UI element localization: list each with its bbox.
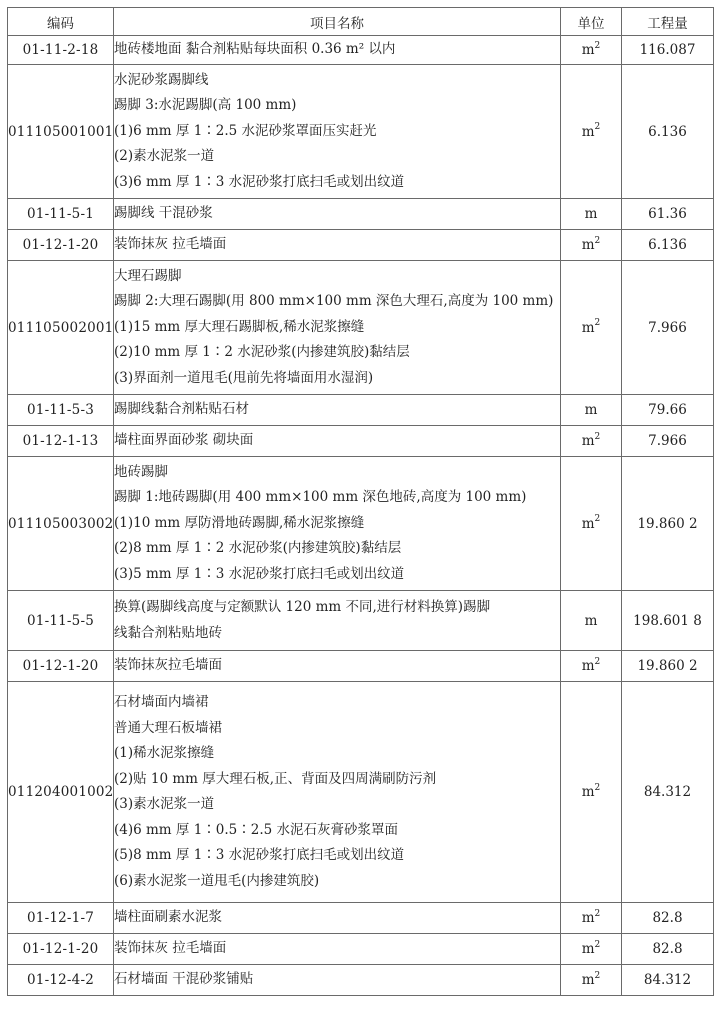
header-unit: 单位 <box>561 8 622 36</box>
item-name <box>114 591 561 651</box>
item-name-line: 换算(踢脚线高度与定额默认 120 mm 不同,进行材料换算)踢脚 <box>114 599 491 615</box>
item-unit <box>561 261 622 395</box>
item-name-line: 装饰抹灰 拉毛墙面 <box>114 236 227 253</box>
item-name-line: (1)稀水泥浆擦缝 <box>114 745 215 761</box>
item-name-line: (3)6 mm 厚 1∶3 水泥砂浆打底扫毛或划出纹道 <box>114 173 405 190</box>
item-unit <box>561 36 622 65</box>
item-quantity: 7.966 <box>622 261 714 395</box>
item-code: 01-12-1-20 <box>8 230 114 261</box>
item-name <box>114 65 561 199</box>
unit-base: m <box>581 42 595 58</box>
item-name-line: 地砖楼地面 黏合剂粘贴每块面积 0.36 m² 以内 <box>114 41 396 58</box>
item-name-line: 墙柱面界面砂浆 砌块面 <box>114 432 254 449</box>
unit-superscript: 2 <box>594 40 601 51</box>
unit-base: m <box>584 612 598 629</box>
item-name <box>114 457 561 591</box>
item-name <box>114 230 561 261</box>
item-quantity: 79.66 <box>622 395 714 426</box>
item-name <box>114 965 561 996</box>
item-unit <box>561 395 622 426</box>
item-name <box>114 651 561 682</box>
item-code: 01-11-5-5 <box>8 591 114 651</box>
unit-base: m <box>581 237 595 253</box>
unit-base: m <box>584 206 598 222</box>
item-quantity: 84.312 <box>622 682 714 903</box>
item-quantity: 19.860 2 <box>622 457 714 591</box>
item-code: 01-12-1-7 <box>8 903 114 934</box>
quantity-table <box>7 7 714 996</box>
item-name-line: (2)8 mm 厚 1∶2 水泥砂浆(内掺建筑胶)黏结层 <box>114 540 402 557</box>
table-row <box>8 36 714 65</box>
unit-superscript: 2 <box>594 235 601 246</box>
unit-base: m <box>581 319 595 336</box>
unit-superscript: 2 <box>594 908 601 919</box>
item-name-line: 踢脚线黏合剂粘贴石材 <box>114 401 249 418</box>
item-unit <box>561 651 622 682</box>
item-name <box>114 426 561 457</box>
item-code: 01-11-5-3 <box>8 395 114 426</box>
item-code: 01-12-1-13 <box>8 426 114 457</box>
unit-base: m <box>581 941 595 957</box>
unit-superscript: 2 <box>594 970 601 981</box>
item-name-line: (2)10 mm 厚 1∶2 水泥砂浆(内掺建筑胶)黏结层 <box>114 344 410 361</box>
table-row <box>8 199 714 230</box>
item-unit <box>561 903 622 934</box>
item-code: 011105002001 <box>8 261 114 395</box>
item-unit <box>561 682 622 903</box>
item-code: 01-11-5-1 <box>8 199 114 230</box>
table-row <box>8 903 714 934</box>
item-quantity: 6.136 <box>622 65 714 199</box>
item-name-line: 普通大理石板墙裙 <box>114 719 222 736</box>
item-unit <box>561 934 622 965</box>
item-quantity: 7.966 <box>622 426 714 457</box>
item-quantity: 6.136 <box>622 230 714 261</box>
item-name-line: 地砖踢脚 <box>114 463 168 480</box>
unit-base: m <box>581 910 595 926</box>
item-name-line: 墙柱面刷素水泥浆 <box>114 909 222 926</box>
item-name-line: (2)素水泥浆一道 <box>114 148 215 165</box>
unit-base: m <box>581 515 595 532</box>
unit-base: m <box>584 402 598 418</box>
item-name <box>114 199 561 230</box>
item-quantity: 82.8 <box>622 903 714 934</box>
item-name <box>114 682 561 903</box>
item-quantity: 116.087 <box>622 36 714 65</box>
item-code: 01-12-1-20 <box>8 934 114 965</box>
item-name <box>114 934 561 965</box>
table-row <box>8 395 714 426</box>
table-row <box>8 65 714 199</box>
table-row <box>8 457 714 591</box>
item-quantity: 84.312 <box>622 965 714 996</box>
item-unit <box>561 457 622 591</box>
table-row <box>8 591 714 651</box>
unit-superscript: 2 <box>594 656 601 667</box>
item-name-line: 踢脚 1:地砖踢脚(用 400 mm×100 mm 深色地砖,高度为 100 mm) <box>114 489 527 506</box>
item-name-line: (1)15 mm 厚大理石踢脚板,稀水泥浆擦缝 <box>114 318 365 335</box>
item-quantity: 198.601 8 <box>622 591 714 651</box>
item-unit <box>561 426 622 457</box>
item-name-line: 大理石踢脚 <box>114 267 182 284</box>
item-name-line: (1)6 mm 厚 1∶2.5 水泥砂浆罩面压实赶光 <box>114 122 377 139</box>
item-name-line: (2)贴 10 mm 厚大理石板,正、背面及四周满刷防污剂 <box>114 770 437 787</box>
unit-base: m <box>581 433 595 449</box>
item-unit <box>561 230 622 261</box>
unit-superscript: 2 <box>594 939 601 950</box>
item-unit <box>561 65 622 199</box>
unit-superscript: 2 <box>594 318 601 328</box>
table-row <box>8 934 714 965</box>
item-name-line: 石材墙面内墙裙 <box>114 694 209 710</box>
item-name-line: 水泥砂浆踢脚线 <box>114 71 209 88</box>
item-name <box>114 36 561 65</box>
unit-base: m <box>581 658 595 674</box>
item-name-line: 踢脚 3:水泥踢脚(高 100 mm) <box>114 97 297 114</box>
table-row <box>8 682 714 903</box>
table-row <box>8 965 714 996</box>
table-row <box>8 426 714 457</box>
unit-superscript: 2 <box>594 782 601 793</box>
item-code: 011105003002 <box>8 457 114 591</box>
item-quantity: 82.8 <box>622 934 714 965</box>
unit-base: m <box>581 123 595 140</box>
item-name-line: (3)素水泥浆一道 <box>114 796 215 812</box>
item-name-line: 线黏合剂粘贴地砖 <box>114 624 222 641</box>
item-code: 011204001002 <box>8 682 114 903</box>
unit-superscript: 2 <box>594 514 601 524</box>
item-unit <box>561 965 622 996</box>
item-code: 011105001001 <box>8 65 114 199</box>
header-quantity: 工程量 <box>622 8 714 36</box>
unit-superscript: 2 <box>594 122 601 132</box>
item-code: 01-12-1-20 <box>8 651 114 682</box>
item-name-line: 踢脚线 干混砂浆 <box>114 205 213 222</box>
item-unit <box>561 199 622 230</box>
header-name: 项目名称 <box>114 8 561 36</box>
header-code: 编码 <box>8 8 114 36</box>
item-name-line: (6)素水泥浆一道甩毛(内掺建筑胶) <box>114 872 320 889</box>
unit-base: m <box>581 784 595 800</box>
item-name-line: (3)5 mm 厚 1∶3 水泥砂浆打底扫毛或划出纹道 <box>114 565 405 582</box>
item-name-line: (4)6 mm 厚 1∶0.5∶2.5 水泥石灰膏砂浆罩面 <box>114 821 399 838</box>
table-row <box>8 230 714 261</box>
item-name-line: (5)8 mm 厚 1∶3 水泥砂浆打底扫毛或划出纹道 <box>114 847 405 863</box>
item-unit <box>561 591 622 651</box>
unit-superscript: 2 <box>594 431 601 442</box>
table-row <box>8 651 714 682</box>
table-row <box>8 261 714 395</box>
item-name-line: 石材墙面 干混砂浆铺贴 <box>114 971 254 988</box>
item-quantity: 61.36 <box>622 199 714 230</box>
table-header-row <box>8 8 714 36</box>
item-name-line: (1)10 mm 厚防滑地砖踢脚,稀水泥浆擦缝 <box>114 514 365 531</box>
item-name <box>114 395 561 426</box>
item-name-line: 装饰抹灰拉毛墙面 <box>114 657 222 674</box>
item-name-line: 踢脚 2:大理石踢脚(用 800 mm×100 mm 深色大理石,高度为 100 mm) <box>114 293 554 310</box>
item-name-line: (3)界面剂一道甩毛(甩前先将墙面用水湿润) <box>114 369 374 386</box>
item-name <box>114 261 561 395</box>
item-code: 01-11-2-18 <box>8 36 114 65</box>
item-quantity: 19.860 2 <box>622 651 714 682</box>
item-name <box>114 903 561 934</box>
item-name-line: 装饰抹灰 拉毛墙面 <box>114 940 227 957</box>
unit-base: m <box>581 972 595 988</box>
item-code: 01-12-4-2 <box>8 965 114 996</box>
table-body <box>8 36 714 996</box>
